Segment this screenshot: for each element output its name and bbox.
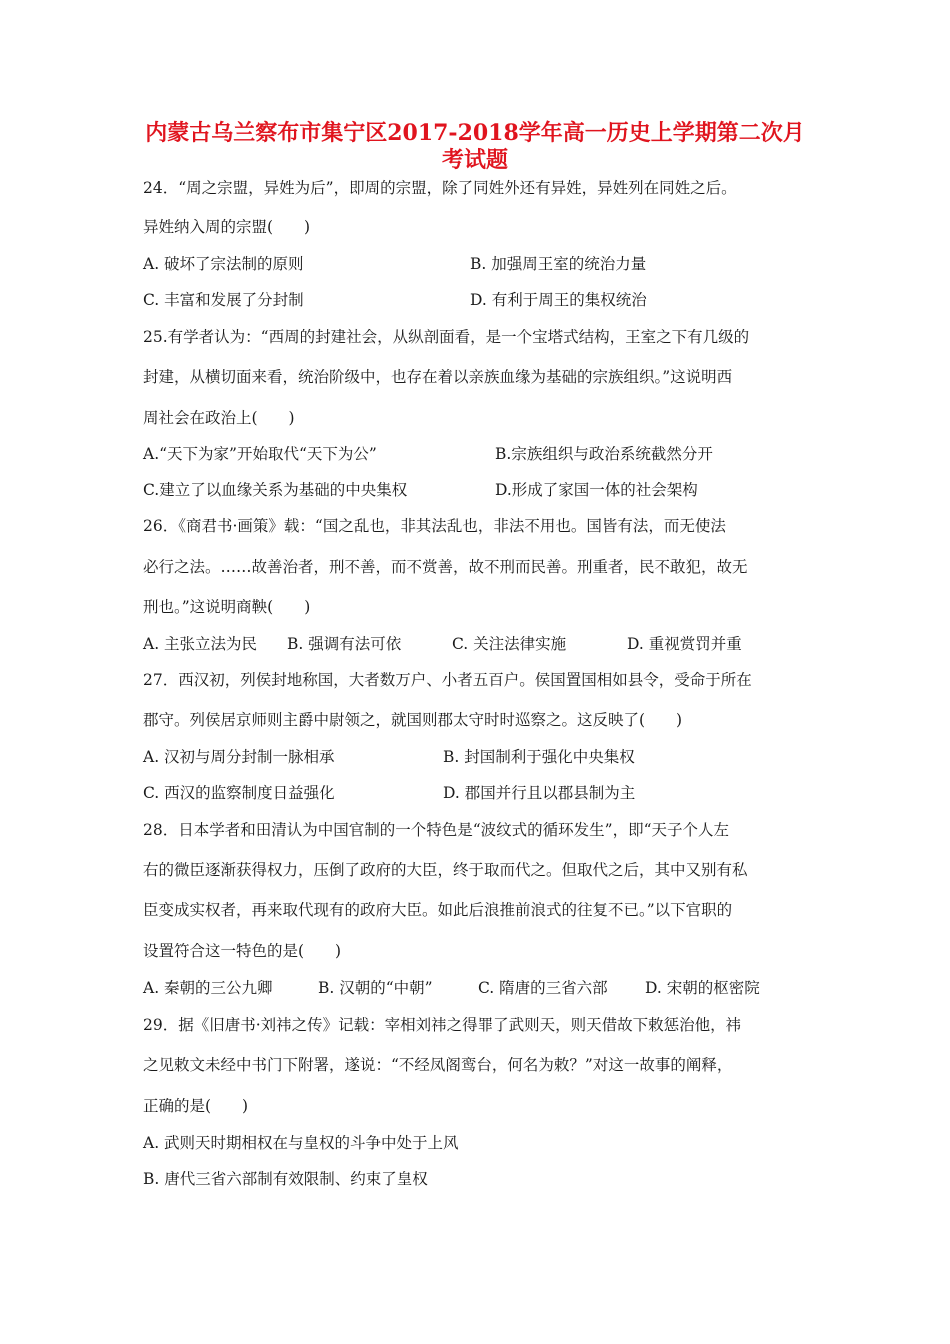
q29-stem-line-3: 正确的是( ) <box>143 1097 249 1115</box>
q24-stem-line-1: 24．“周之宗盟，异姓为后”，即周的宗盟，除了同姓外还有异姓，异姓列在同姓之后。 <box>143 179 737 197</box>
q26-option-c: C. 关注法律实施 <box>452 635 567 653</box>
q27-option-b: B. 封国制利于强化中央集权 <box>443 748 635 766</box>
q26-stem-line-2: 必行之法。……故善治者，刑不善，而不赏善，故不刑而民善。刑重者，民不敢犯，故无 <box>143 558 748 576</box>
q24-option-b: B. 加强周王室的统治力量 <box>470 255 647 273</box>
q24-stem-line-2: 异姓纳入周的宗盟( ) <box>143 218 311 236</box>
q28-option-a: A. 秦朝的三公九卿 <box>143 979 273 997</box>
q24-option-c: C. 丰富和发展了分封制 <box>143 291 304 309</box>
q27-option-c: C. 西汉的监察制度日益强化 <box>143 784 335 802</box>
q28-stem-line-1: 28．日本学者和田清认为中国官制的一个特色是“波纹式的循环发生”，即“天子个人左 <box>143 821 729 839</box>
q26-option-a: A. 主张立法为民 <box>143 635 258 653</box>
q25-option-b: B.宗族组织与政治系统截然分开 <box>495 445 713 463</box>
exam-title-line-2: 考试题 <box>441 147 508 173</box>
q29-stem-line-1: 29．据《旧唐书·刘祎之传》记载：宰相刘祎之得罪了武则天，则天借故下敕惩治他，祎 <box>143 1016 742 1034</box>
exam-title <box>120 120 830 174</box>
q28-option-b: B. 汉朝的“中朝” <box>318 979 433 997</box>
q25-option-d: D.形成了家国一体的社会架构 <box>495 481 698 499</box>
q28-stem-line-2: 右的微臣逐渐获得权力，压倒了政府的大臣，终于取而代之。但取代之后，其中又别有私 <box>143 861 748 879</box>
q25-stem-line-2: 封建，从横切面来看，统治阶级中，也存在着以亲族血缘为基础的宗族组织。”这说明西 <box>143 368 733 386</box>
q26-stem-line-1: 26．《商君书·画策》载：“国之乱也，非其法乱也，非法不用也。国皆有法，而无使法 <box>143 517 726 535</box>
exam-title-line-1: 内蒙古乌兰察布市集宁区2017-2018学年高一历史上学期第二次月 <box>145 120 805 146</box>
q25-stem-line-1: 25.有学者认为：“西周的封建社会，从纵剖面看，是一个宝塔式结构，王室之下有几级的 <box>143 328 750 346</box>
q26-option-b: B. 强调有法可依 <box>287 635 402 653</box>
q29-option-a: A. 武则天时期相权在与皇权的斗争中处于上风 <box>143 1134 459 1152</box>
q27-stem-line-1: 27．西汉初，列侯封地称国，大者数万户、小者五百户。侯国置国相如县令，受命于所在 <box>143 671 752 689</box>
q25-stem-line-3: 周社会在政治上( ) <box>143 409 295 427</box>
q27-option-d: D. 郡国并行且以郡县制为主 <box>443 784 636 802</box>
q28-option-c: C. 隋唐的三省六部 <box>478 979 608 997</box>
q29-stem-line-2: 之见敕文未经中书门下附署，遂说：“不经凤阁鸾台，何名为敕？”对这一故事的阐释， <box>143 1056 733 1074</box>
q26-stem-line-3: 刑也。”这说明商鞅( ) <box>143 598 311 616</box>
q29-option-b: B. 唐代三省六部制有效限制、约束了皇权 <box>143 1170 428 1188</box>
q24-option-a: A. 破坏了宗法制的原则 <box>143 255 304 273</box>
q26-option-d: D. 重视赏罚并重 <box>627 635 742 653</box>
q24-option-d: D. 有利于周王的集权统治 <box>470 291 647 309</box>
q27-stem-line-2: 郡守。列侯居京师则主爵中尉领之，就国则郡太守时时巡察之。这反映了( ) <box>143 711 683 729</box>
q28-stem-line-4: 设置符合这一特色的是( ) <box>143 942 342 960</box>
q28-option-d: D. 宋朝的枢密院 <box>645 979 760 997</box>
q25-option-a: A.“天下为家”开始取代“天下为公” <box>143 445 377 463</box>
q28-stem-line-3: 臣变成实权者，再来取代现有的政府大臣。如此后浪推前浪式的往复不已。”以下官职的 <box>143 901 733 919</box>
q25-option-c: C.建立了以血缘关系为基础的中央集权 <box>143 481 408 499</box>
q27-option-a: A. 汉初与周分封制一脉相承 <box>143 748 335 766</box>
